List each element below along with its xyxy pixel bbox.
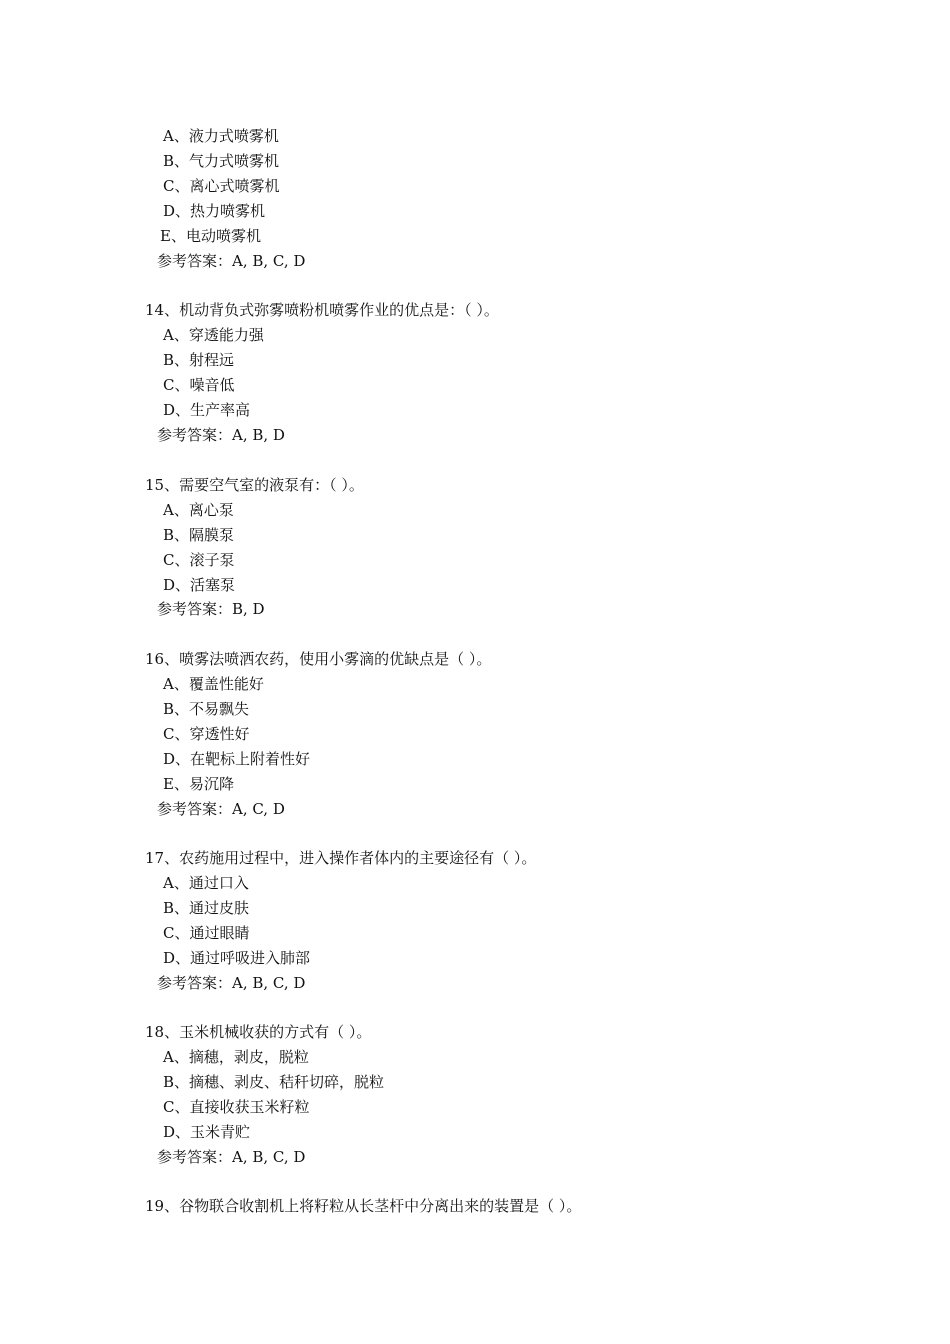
option-item: B、射程远	[163, 351, 235, 369]
reference-answer: 参考答案：A, B, C, D	[157, 974, 306, 992]
option-item: B、通过皮肤	[163, 899, 250, 917]
reference-answer: 参考答案：A, B, D	[157, 426, 285, 444]
option-item: B、摘穗、剥皮、秸秆切碎，脱粒	[163, 1073, 385, 1091]
option-item: C、离心式喷雾机	[163, 177, 280, 195]
reference-answer: 参考答案：A, B, C, D	[157, 1148, 306, 1166]
option-item: E、易沉降	[163, 775, 234, 793]
reference-answer: 参考答案：B, D	[157, 600, 265, 618]
reference-answer: 参考答案：A, B, C, D	[157, 252, 306, 270]
question-text: 18、玉米机械收获的方式有（ ）。	[145, 1023, 372, 1041]
question-text: 17、农药施用过程中，进入操作者体内的主要途径有（ ）。	[145, 849, 537, 867]
option-item: A、液力式喷雾机	[163, 127, 279, 145]
question-text: 16、喷雾法喷洒农药，使用小雾滴的优缺点是（ ）。	[145, 650, 492, 668]
option-item: D、玉米青贮	[163, 1123, 251, 1141]
option-item: E、电动喷雾机	[160, 227, 261, 245]
reference-answer: 参考答案：A, C, D	[157, 800, 285, 818]
option-item: C、穿透性好	[163, 725, 250, 743]
option-item: A、离心泵	[163, 501, 234, 519]
question-text: 15、需要空气室的液泵有：（ ）。	[145, 476, 364, 494]
option-item: C、噪音低	[163, 376, 235, 394]
option-item: D、生产率高	[163, 401, 251, 419]
option-item: D、活塞泵	[163, 576, 236, 594]
option-item: A、摘穗，剥皮，脱粒	[163, 1048, 309, 1066]
option-item: A、覆盖性能好	[163, 675, 264, 693]
option-item: C、直接收获玉米籽粒	[163, 1098, 310, 1116]
option-item: A、通过口入	[163, 874, 249, 892]
option-item: A、穿透能力强	[163, 326, 264, 344]
question-text: 14、机动背负式弥雾喷粉机喷雾作业的优点是：（ ）。	[145, 301, 499, 319]
option-item: B、隔膜泵	[163, 526, 235, 544]
option-item: C、滚子泵	[163, 551, 235, 569]
option-item: D、在靶标上附着性好	[163, 750, 311, 768]
option-item: C、通过眼睛	[163, 924, 250, 942]
option-item: B、不易飘失	[163, 700, 250, 718]
question-text: 19、谷物联合收割机上将籽粒从长茎杆中分离出来的装置是（ ）。	[145, 1197, 582, 1215]
option-item: D、热力喷雾机	[163, 202, 266, 220]
option-item: D、通过呼吸进入肺部	[163, 949, 311, 967]
option-item: B、气力式喷雾机	[163, 152, 280, 170]
